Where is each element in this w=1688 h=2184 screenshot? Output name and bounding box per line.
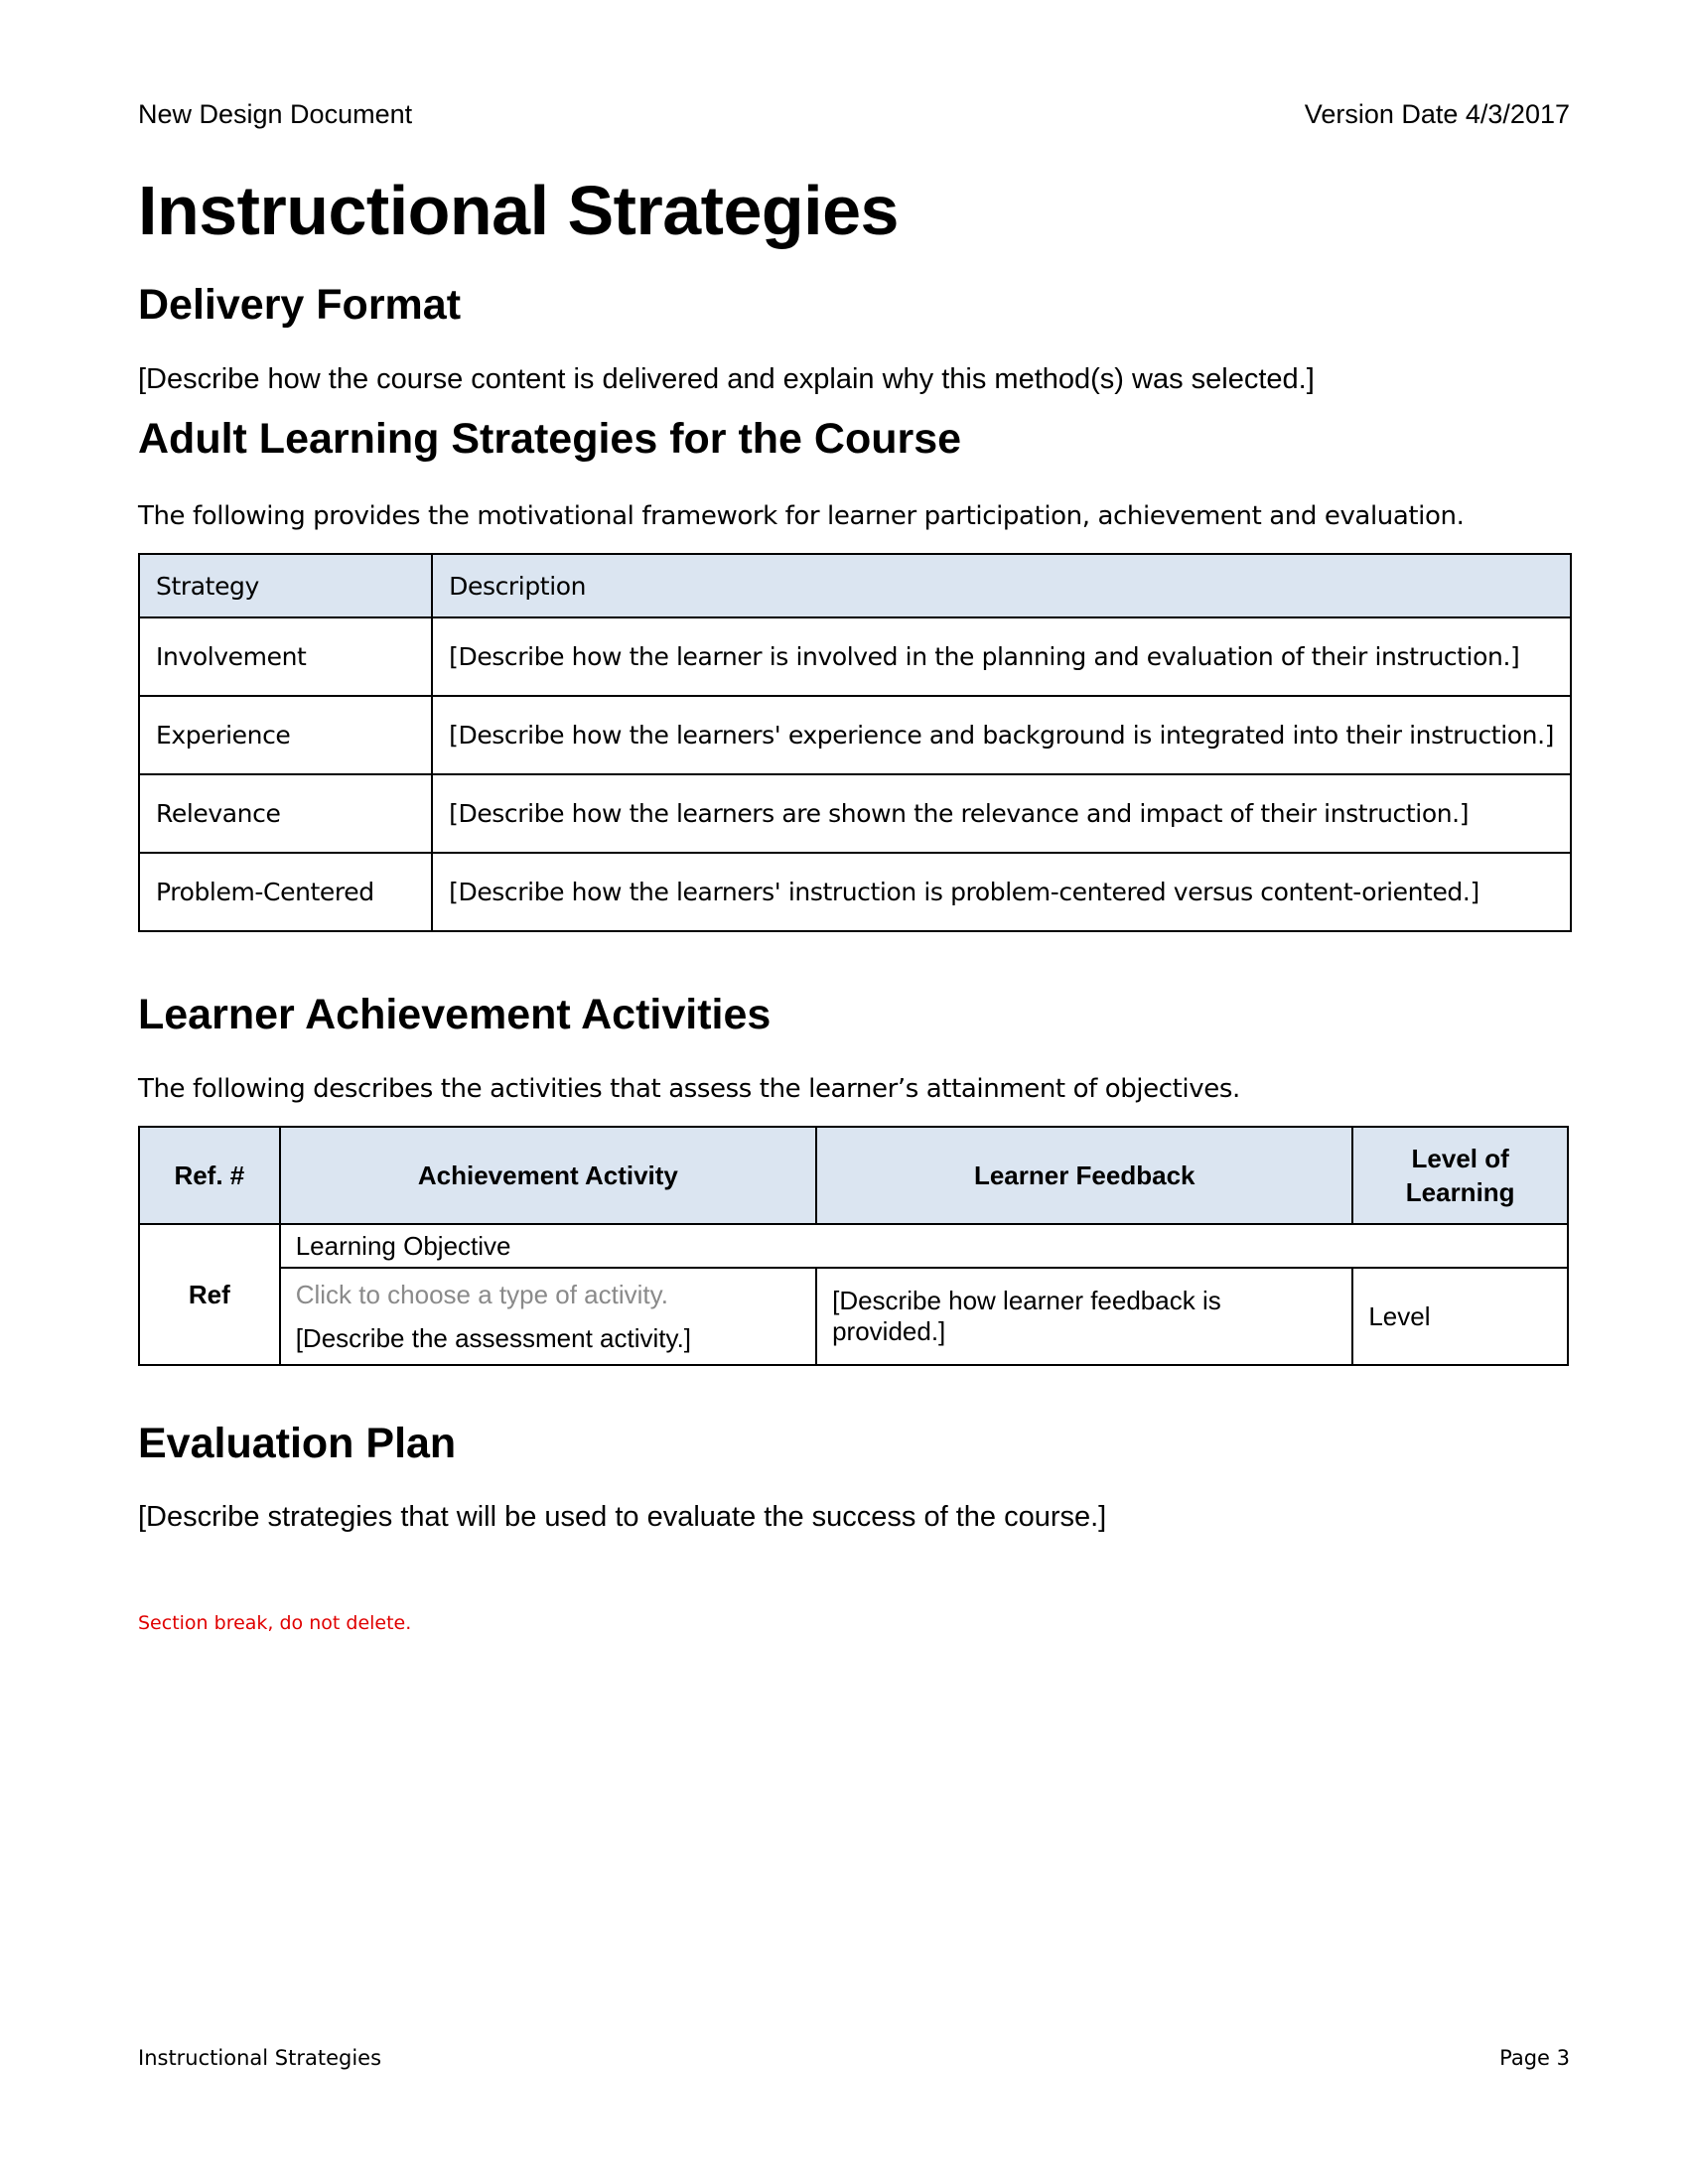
header-doc-name: New Design Document: [138, 99, 413, 129]
column-header-ref: Ref. #: [139, 1127, 280, 1224]
level-cell[interactable]: Level: [1352, 1268, 1568, 1365]
table-row: [139, 853, 1571, 931]
table-row: [139, 1224, 1568, 1268]
column-header-learner-feedback: Learner Feedback: [816, 1127, 1352, 1224]
activity-cell: [280, 1268, 816, 1365]
column-header-achievement-activity: Achievement Activity: [280, 1127, 816, 1224]
adult-learning-intro: The following provides the motivational framework for learner participation, achievement and evaluation.: [138, 501, 1465, 531]
delivery-format-text[interactable]: [Describe how the course content is delivered and explain why this method(s) was selected.]: [138, 363, 1315, 395]
page-footer: [138, 2046, 1570, 2070]
description-cell[interactable]: [Describe how the learners are shown the relevance and impact of their instruction.]: [432, 774, 1571, 853]
ref-cell[interactable]: Ref: [139, 1224, 280, 1365]
column-header-strategy: Strategy: [139, 554, 432, 617]
learner-achievement-intro: The following describes the activities that assess the learner’s attainment of objectives.: [138, 1074, 1240, 1104]
table-header-row: [139, 554, 1571, 617]
footer-section-name: Instructional Strategies: [138, 2046, 382, 2070]
strategy-cell[interactable]: Involvement: [139, 617, 432, 696]
delivery-format-heading: Delivery Format: [138, 281, 462, 329]
page-title: Instructional Strategies: [138, 172, 899, 249]
table-row: [139, 617, 1571, 696]
strategy-cell[interactable]: Experience: [139, 696, 432, 774]
description-cell[interactable]: [Describe how the learner is involved in the planning and evaluation of their instruction.]: [432, 617, 1571, 696]
description-cell[interactable]: [Describe how the learners' instruction is problem-centered versus content-oriented.]: [432, 853, 1571, 931]
learner-achievement-heading: Learner Achievement Activities: [138, 991, 772, 1038]
strategy-cell[interactable]: Problem-Centered: [139, 853, 432, 931]
column-header-level-of-learning: Level of Learning: [1352, 1127, 1568, 1224]
learner-feedback-cell[interactable]: [Describe how learner feedback is provided.]: [816, 1268, 1352, 1365]
activity-type-dropdown[interactable]: Click to choose a type of activity.: [295, 1280, 668, 1309]
table-row: [139, 774, 1571, 853]
description-cell[interactable]: [Describe how the learners' experience and background is integrated into their instruction.]: [432, 696, 1571, 774]
evaluation-plan-heading: Evaluation Plan: [138, 1420, 457, 1467]
learning-objective-cell[interactable]: Learning Objective: [280, 1224, 1568, 1268]
adult-learning-heading: Adult Learning Strategies for the Course: [138, 415, 962, 463]
section-break-note: Section break, do not delete.: [138, 1612, 412, 1634]
footer-page-number: Page 3: [1499, 2046, 1570, 2070]
table-row: [139, 696, 1571, 774]
achievement-table: [138, 1126, 1569, 1366]
page-header: [138, 99, 1570, 130]
table-row: [139, 1268, 1568, 1365]
activity-description[interactable]: [Describe the assessment activity.]: [295, 1323, 692, 1353]
header-version-date: Version Date 4/3/2017: [1304, 99, 1570, 129]
column-header-description: Description: [432, 554, 1571, 617]
adult-learning-table: [138, 553, 1572, 932]
strategy-cell[interactable]: Relevance: [139, 774, 432, 853]
table-header-row: [139, 1127, 1568, 1224]
evaluation-plan-text[interactable]: [Describe strategies that will be used to evaluate the success of the course.]: [138, 1501, 1107, 1533]
document-page: [138, 0, 1570, 2184]
